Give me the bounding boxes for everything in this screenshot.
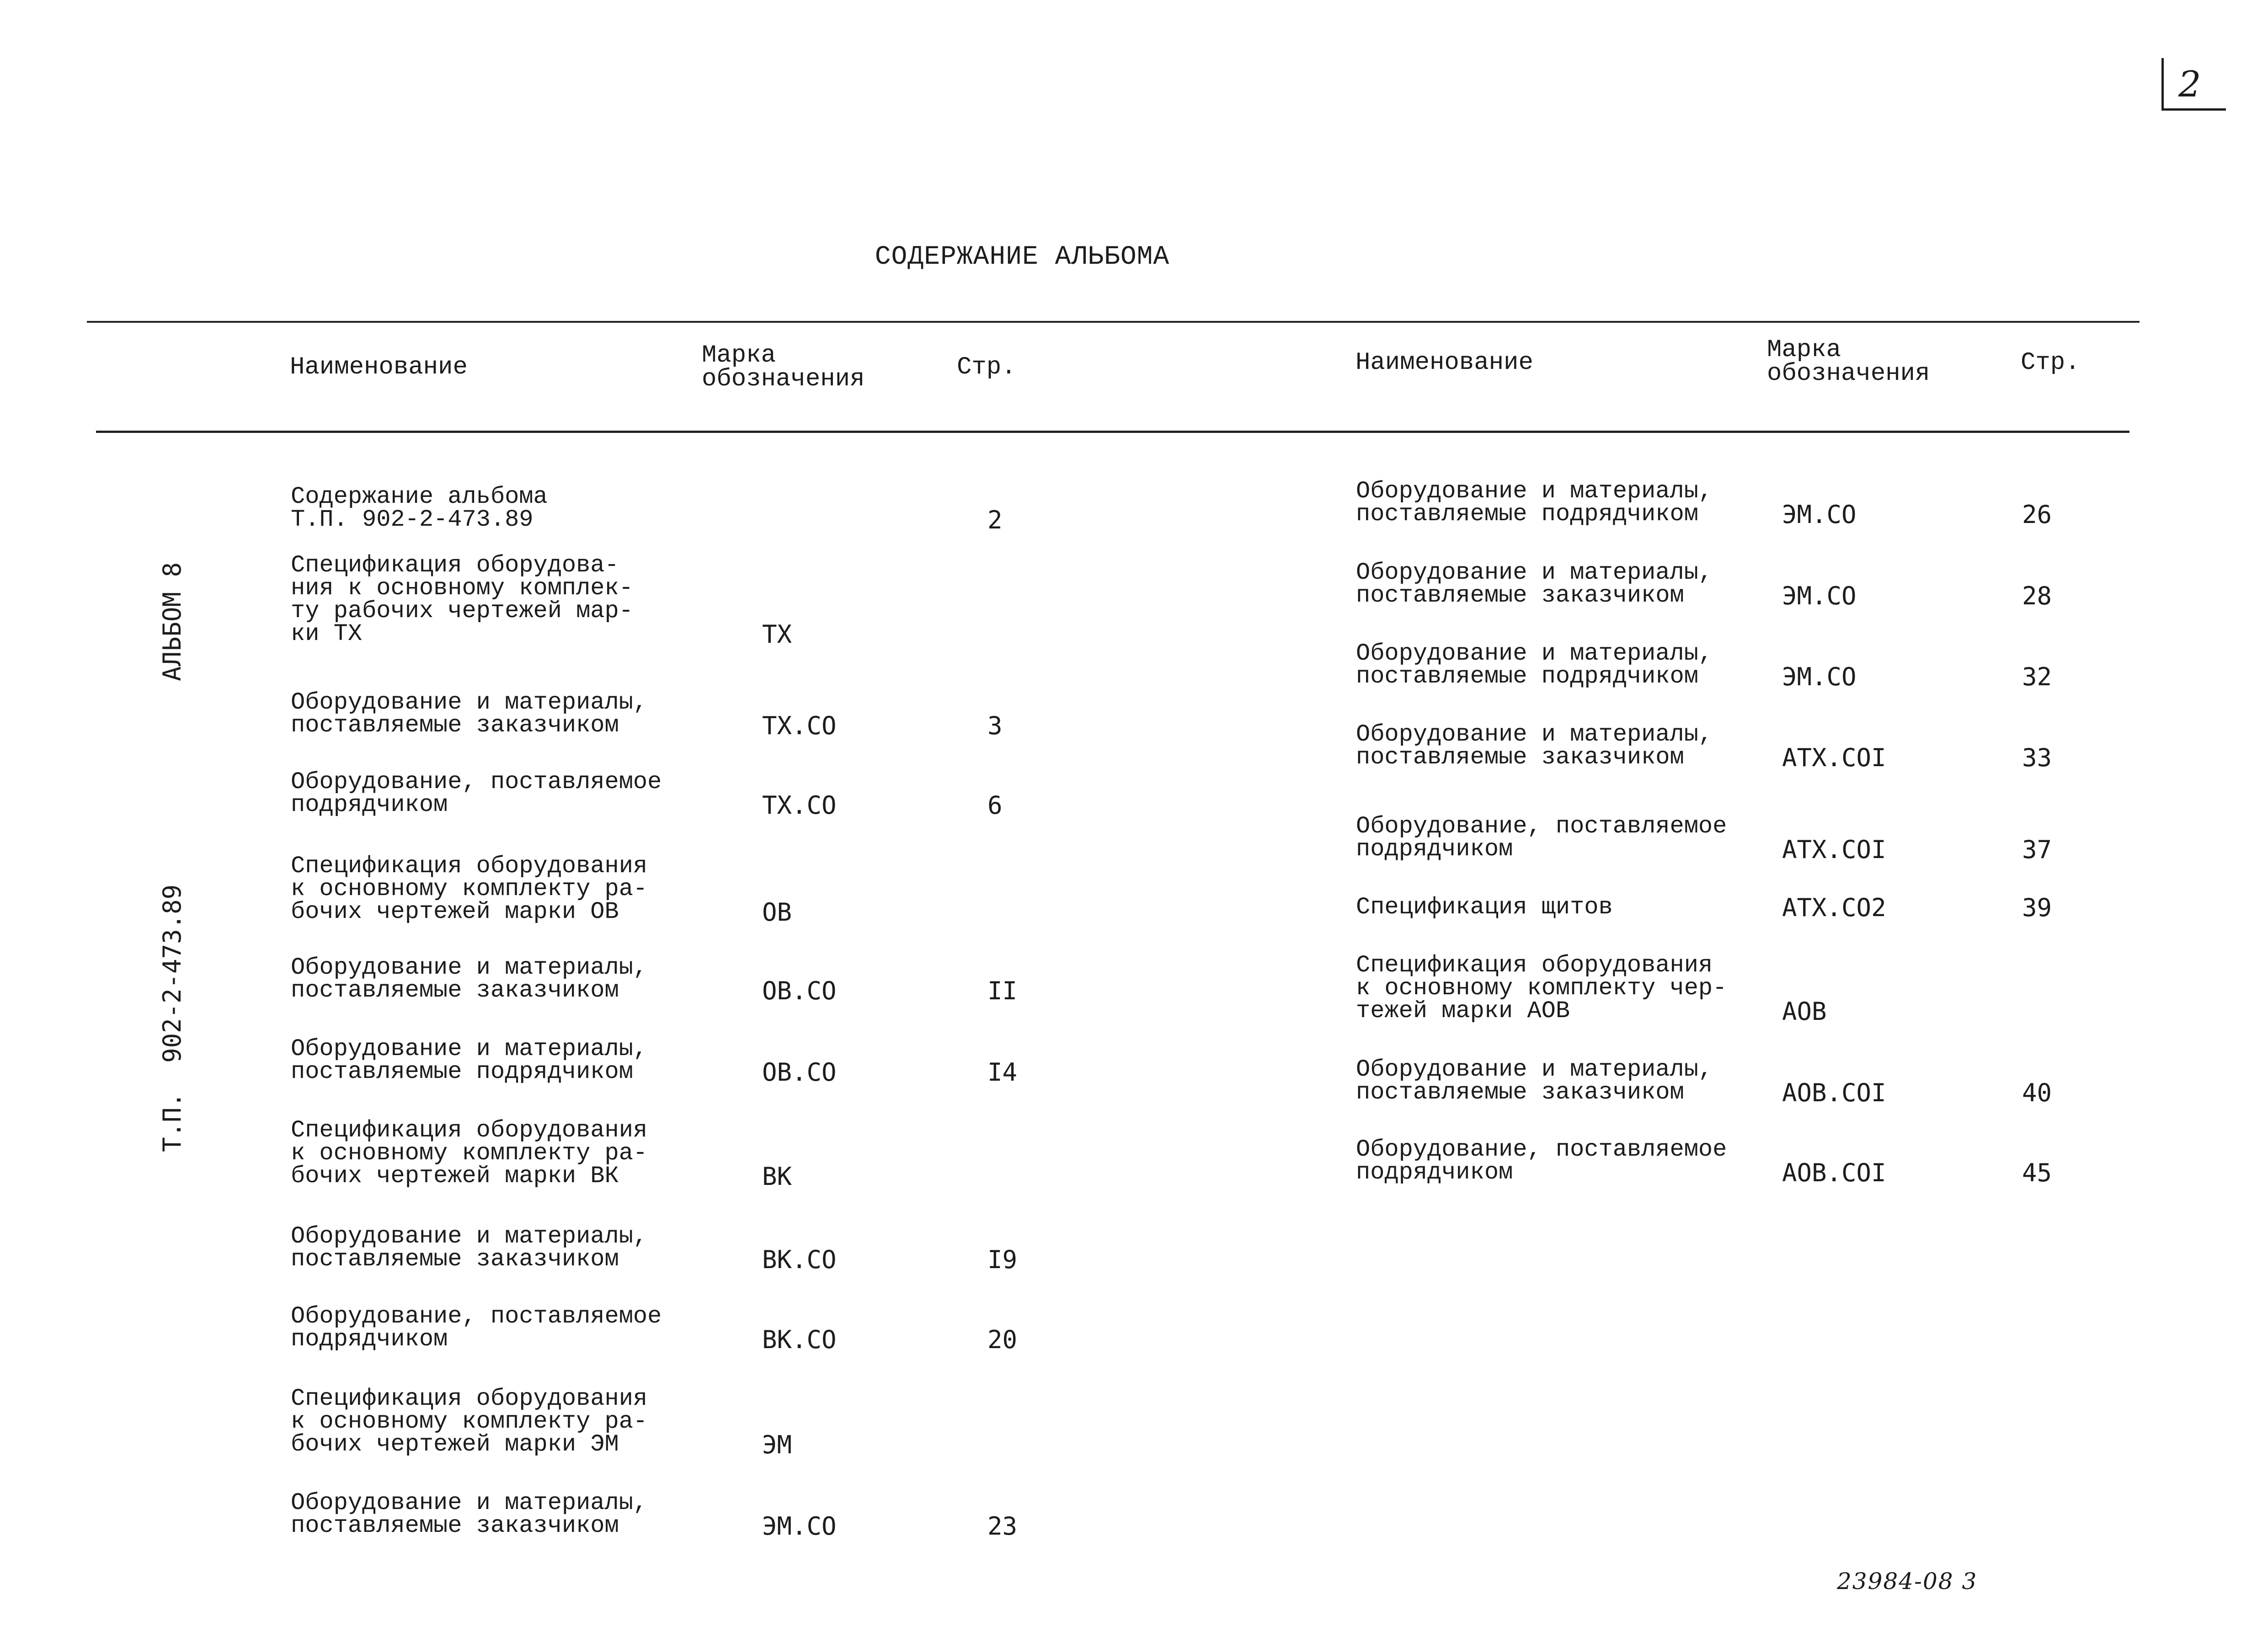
left-row-name: Оборудование и материалы, поставляемые заказчиком [291, 1489, 648, 1539]
left-row-name: Спецификация оборудования к основному комплекту ра- бочих чертежей марки ОВ [291, 853, 648, 925]
right-row-name: Оборудование и материалы, поставляемые заказчиком [1356, 559, 1713, 609]
right-header-mark: Марка обозначения [1767, 336, 1930, 388]
right-header-name: Наименование [1355, 349, 1533, 377]
page-number: 2 [2178, 64, 2201, 105]
left-row-mark: ОВ [762, 898, 792, 927]
right-row-name: Оборудование и материалы, поставляемые заказчиком [1356, 1056, 1713, 1106]
right-row-name: Оборудование и материалы, поставляемые подрядчиком [1356, 640, 1713, 690]
left-row-page: II [987, 976, 1018, 1005]
right-row-mark: ЭМ.СО [1782, 581, 1857, 610]
right-header-page: Стр. [2021, 349, 2080, 377]
side-label-album: АЛЬБОМ 8 [158, 562, 187, 681]
side-label-project: Т.П. 902-2-473.89 [158, 884, 187, 1152]
left-row-name: Оборудование и материалы, поставляемые заказчиком [291, 954, 648, 1004]
right-row-page: 45 [2022, 1158, 2052, 1187]
left-row-name: Оборудование и материалы, поставляемые заказчиком [291, 1223, 648, 1273]
left-row-page: 23 [987, 1512, 1018, 1541]
left-row-name: Оборудование и материалы, поставляемые подрядчиком [291, 1035, 648, 1085]
left-row-mark: ТХ.СО [762, 711, 837, 740]
header-bottom-rule [96, 431, 2129, 433]
left-row-page: I9 [987, 1245, 1018, 1274]
left-row-mark: ВК.СО [762, 1245, 837, 1274]
right-row-page: 37 [2022, 835, 2052, 864]
left-row-page: 20 [987, 1325, 1018, 1354]
right-row-name: Оборудование, поставляемое подрядчиком [1356, 1136, 1727, 1186]
right-row-page: 40 [2022, 1078, 2052, 1107]
right-row-name: Спецификация щитов [1356, 894, 1613, 921]
left-row-mark: ЭМ.СО [762, 1512, 837, 1541]
right-row-mark: АОВ.СОI [1782, 1078, 1886, 1107]
left-row-mark: ОВ.СО [762, 976, 837, 1005]
right-row-mark: ЭМ.СО [1782, 662, 1857, 691]
right-row-name: Оборудование и материалы, поставляемые подрядчиком [1356, 478, 1713, 528]
right-row-page: 26 [2022, 500, 2052, 529]
left-header-name: Наименование [290, 353, 468, 381]
right-row-name: Спецификация оборудования к основному комплекту чер- тежей марки АОВ [1356, 952, 1727, 1024]
right-row-mark: АОВ [1782, 997, 1827, 1026]
right-row-mark: ЭМ.СО [1782, 500, 1857, 529]
left-row-name: Спецификация оборудования к основному комплекту ра- бочих чертежей марки ВК [291, 1117, 648, 1189]
left-row-page: 2 [987, 506, 1003, 534]
left-row-mark: ТХ.СО [762, 791, 837, 820]
page-title: СОДЕРЖАНИЕ АЛЬБОМА [875, 242, 1170, 272]
left-row-name: Спецификация оборудова- ния к основному комплек- ту рабочих чертежей мар- ки ТХ [291, 552, 633, 647]
right-row-name: Оборудование, поставляемое подрядчиком [1356, 813, 1727, 863]
left-row-mark: ЭМ [762, 1430, 792, 1459]
left-row-name: Содержание альбома Т.П. 902-2-473.89 [291, 483, 548, 533]
left-row-name: Оборудование и материалы, поставляемые заказчиком [291, 689, 648, 739]
left-row-page: 6 [987, 791, 1003, 820]
right-row-page: 33 [2022, 743, 2052, 772]
left-header-page: Стр. [957, 353, 1016, 381]
left-header-mark: Марка обозначения [702, 341, 865, 393]
right-row-page: 39 [2022, 893, 2052, 922]
left-row-page: I4 [987, 1058, 1018, 1087]
right-row-mark: АТХ.СОI [1782, 743, 1886, 772]
right-row-page: 28 [2022, 581, 2052, 610]
left-row-name: Спецификация оборудования к основному комплекту ра- бочих чертежей марки ЭМ [291, 1385, 648, 1458]
left-row-mark: ОВ.СО [762, 1058, 837, 1087]
table-top-rule [87, 321, 2140, 323]
right-row-mark: АТХ.СО2 [1782, 893, 1886, 922]
right-row-mark: АТХ.СОI [1782, 835, 1886, 864]
left-row-name: Оборудование, поставляемое подрядчиком [291, 1303, 662, 1353]
left-row-mark: ВК.СО [762, 1325, 837, 1354]
left-row-mark: ВК [762, 1162, 792, 1191]
right-row-mark: АОВ.СОI [1782, 1158, 1886, 1187]
left-row-mark: ТХ [762, 620, 792, 649]
right-row-name: Оборудование и материалы, поставляемые заказчиком [1356, 721, 1713, 771]
footer-code: 23984-08 3 [1837, 1568, 1978, 1595]
left-row-name: Оборудование, поставляемое подрядчиком [291, 768, 662, 818]
right-row-page: 32 [2022, 662, 2052, 691]
left-row-page: 3 [987, 711, 1003, 740]
